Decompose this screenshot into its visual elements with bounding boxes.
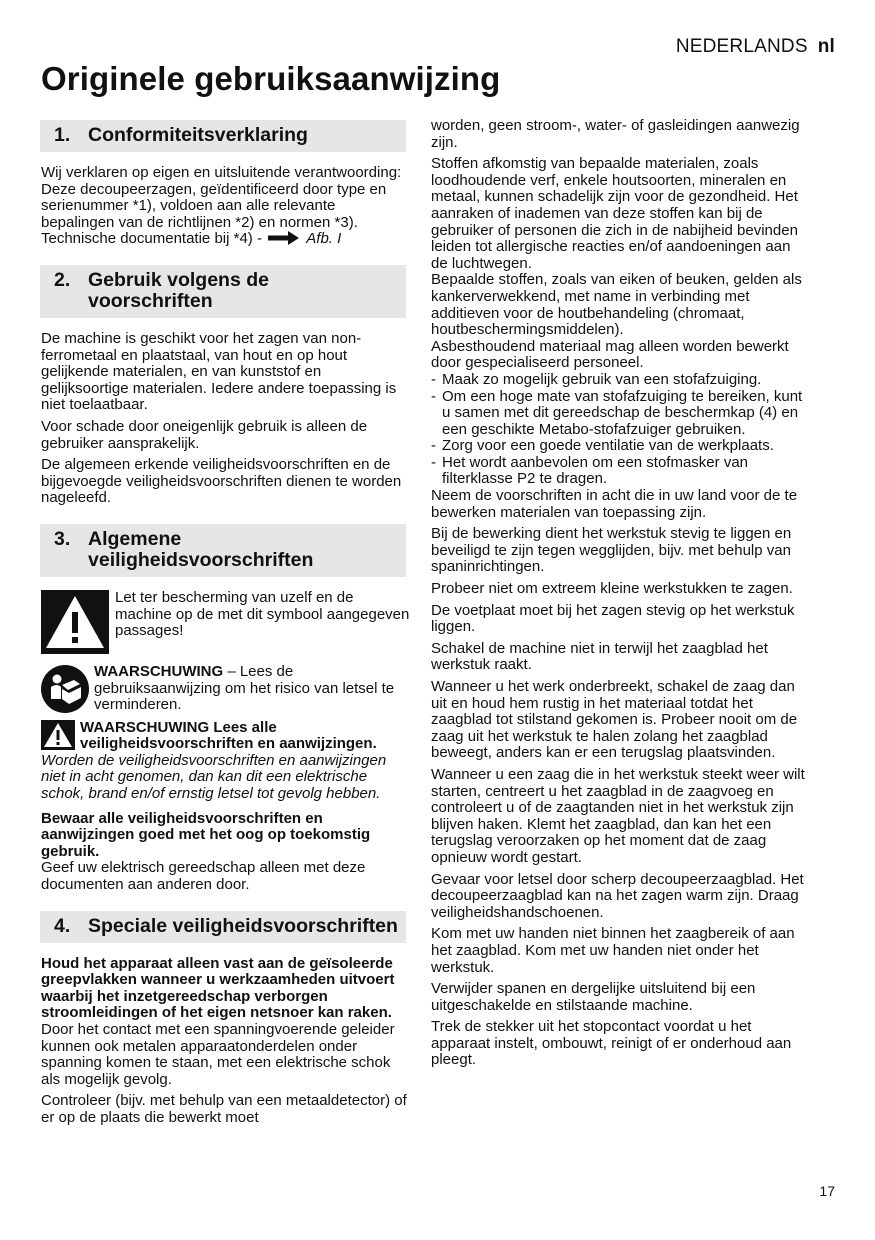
section-number: 3. <box>54 527 71 550</box>
paragraph: Voor schade door oneigenlijk gebruik is alleen de gebruiker aansprakelijk. <box>41 417 368 452</box>
section-title: Algemene veiligheidsvoorschriften <box>88 527 314 571</box>
paragraph: Trek de stekker uit het stopcontact voordat u het apparaat instelt, ombouwt, reinigt of er onderhoud aan pleegt. <box>431 1018 792 1069</box>
list-item: - Het wordt aanbevolen om een stofmasker van filterklasse P2 te dragen. <box>431 455 805 488</box>
page-number: 17 <box>819 1183 835 1199</box>
paragraph: Wanneer u het werk onderbreekt, schakel de zaag dan uit en houd hem rustig in het materiaal totdat het zaagblad tot stilstand gekomen is. Probeer nooit om de zaag uit het werkstuk te halen zolang het zaagblad beweegt, anders kan er een terugslag plaatsvinden. <box>431 678 798 762</box>
safety-symbol-note <box>41 590 411 654</box>
list-item: - Maak zo mogelijk gebruik van een stofafzuiging. <box>431 372 805 389</box>
paragraph: Bepaalde stoffen, zoals van eiken of beuken, gelden als kankerverwekkend, met name in verbinding met additieven voor de houtbehandeling (chromaat, houtbeschermingsmiddelen). <box>431 271 802 339</box>
warning-italic-text: Worden de veiligheidsvoorschriften en aanwijzingen niet in acht genomen, dan kan dit een elektrische schok, brand en/of ernstig letsel tot gevolg hebben. <box>41 751 387 803</box>
paragraph: Asbesthoudend materiaal mag alleen worden bewerkt door gespecialiseerd personeel. <box>431 337 789 372</box>
language-code: nl <box>817 36 835 57</box>
paragraph: Gevaar voor letsel door scherp decoupeerzaagblad. Het decoupeerzaagblad kan na het zagen warm zijn. Draag veiligheidshandschoenen. <box>431 870 804 921</box>
section-4-heading <box>40 911 406 943</box>
paragraph: Schakel de machine niet in terwijl het zaagblad het werkstuk raakt. <box>431 639 768 674</box>
safety-symbol-text: Let ter bescherming van uzelf en de machine op de met dit symbool aangegeven passages! <box>115 588 410 640</box>
right-column <box>431 118 805 1074</box>
insulated-grip-paragraph: Houd het apparaat alleen vast aan de geïsoleerde greepvlakken wanneer u werkzaamheden uitvoert waarbij het inzetgereedschap verborgen stroomleidingen of het eigen netsnoer kan raken. Door het contact met een spanningvoerende geleider kunnen ook metalen apparaatonderdelen onder spanning komen te staan, met een elektrische schok als mogelijk gevolg. <box>41 954 395 1088</box>
section-number: 2. <box>54 268 71 291</box>
left-column <box>41 118 411 1132</box>
dust-list <box>431 372 805 488</box>
warning-label: WAARSCHUWING <box>94 662 224 680</box>
paragraph: Controleer (bijv. met behulp van een metaaldetector) of er op de plaats die bewerkt moet <box>41 1092 407 1126</box>
paragraph: Neem de voorschriften in acht die in uw land voor de te bewerken materialen van toepassing zijn. <box>431 487 798 521</box>
paragraph: De algemeen erkende veiligheidsvoorschriften en de bijgevoegde veiligheidsvoorschriften dienen te worden nageleefd. <box>41 456 402 507</box>
list-item: - Om een hoge mate van stofafzuiging te bereiken, kunt u samen met dit gereedschap de beschermkap (4) en een geschikte Metabo-stofafzuiger gebruiken. <box>431 389 805 439</box>
read-all-warning <box>41 720 411 753</box>
warning-triangle-icon <box>41 590 109 654</box>
section-3-heading <box>40 524 406 577</box>
section-1-heading <box>40 120 406 152</box>
language-header <box>676 36 835 58</box>
section-number: 4. <box>54 914 71 937</box>
figure-reference: Afb. I <box>306 230 342 248</box>
language-label: NEDERLANDS <box>675 36 808 57</box>
page-title: Originele gebruiksaanwijzing <box>41 60 501 97</box>
arrow-right-icon <box>268 231 300 245</box>
keep-instructions: Bewaar alle veiligheidsvoorschriften en aanwijzingen goed met het oog op toekomstig gebruik. Geef uw elektrisch gereedschap alleen met deze documenten aan anderen door. <box>41 809 371 894</box>
paragraph: worden, geen stroom-, water- of gasleidingen aanwezig zijn. <box>431 117 800 151</box>
paragraph: Wanneer u een zaag die in het werkstuk steekt weer wilt starten, centreert u het zaagblad in de zaagvoeg en controleert u of de zaagtanden niet in het werkstuk zijn blijven haken. Klemt het zaagblad, dan kan het een terugslag veroorzaken op het moment dat de zaag opnieuw wordt gestart. <box>431 765 805 866</box>
warning-text: – Lees de gebruiksaanwijzing om het risico van letsel te verminderen. <box>94 662 395 714</box>
warning-read-all-label: WAARSCHUWING Lees alle veiligheidsvoorschriften en aanwijzingen. <box>80 718 377 753</box>
list-item: - Zorg voor een goede ventilatie van de werkplaats. <box>431 438 805 455</box>
conformity-text: Wij verklaren op eigen en uitsluitende verantwoording: Deze decoupeerzagen, geïdentificeerd door type en serienummer *1), voldoen aan alle relevante bepalingen van de richtlijnen *2) en normen *3). Technische documentatie bij *4) - Afb. I <box>41 164 402 248</box>
section-number: 1. <box>54 124 71 146</box>
paragraph: Verwijder spanen en dergelijke uitsluitend bij een uitgeschakelde en stilstaande machine. <box>431 980 756 1014</box>
paragraph: De voetplaat moet bij het zagen stevig op het werkstuk liggen. <box>431 601 795 636</box>
paragraph: De machine is geschikt voor het zagen van non-ferrometaal en plaatstaal, van hout en op hout gelijkende materialen, en van kunststof en gelijksoortige materialen. Iedere andere toepassing is niet toelaatbaar. <box>41 329 397 414</box>
paragraph: Bij de bewerking dient het werkstuk stevig te liggen en beveiligd te zijn tegen wegglijden, bijv. met behulp van spaninrichtingen. <box>431 525 792 576</box>
paragraph: Stoffen afkomstig van bepaalde materialen, zoals loodhoudende verf, enkele houtsoorten, mineralen en metaal, kunnen schadelijk zijn voor de gezondheid. Het aanraken of inademen van deze stoffen kan bij de gebruiker of personen die zich in de nabijheid bevinden leiden tot allergische reacties en/of aandoeningen aan de luchtwegen. <box>431 155 798 272</box>
section-title: Gebruik volgens de voorschriften <box>88 268 269 312</box>
section-2-heading <box>40 265 406 318</box>
section-title: Conformiteitsverklaring <box>88 124 308 146</box>
warning-triangle-small-icon <box>41 720 75 750</box>
section-title: Speciale veiligheidsvoorschriften <box>88 914 398 937</box>
read-manual-warning <box>41 664 411 714</box>
paragraph: Kom met uw handen niet binnen het zaagbereik of aan het zaagblad. Kom met uw handen niet onder het werkstuk. <box>431 925 795 976</box>
read-manual-icon <box>41 665 89 713</box>
paragraph: Probeer niet om extreem kleine werkstukken te zagen. <box>431 580 793 598</box>
